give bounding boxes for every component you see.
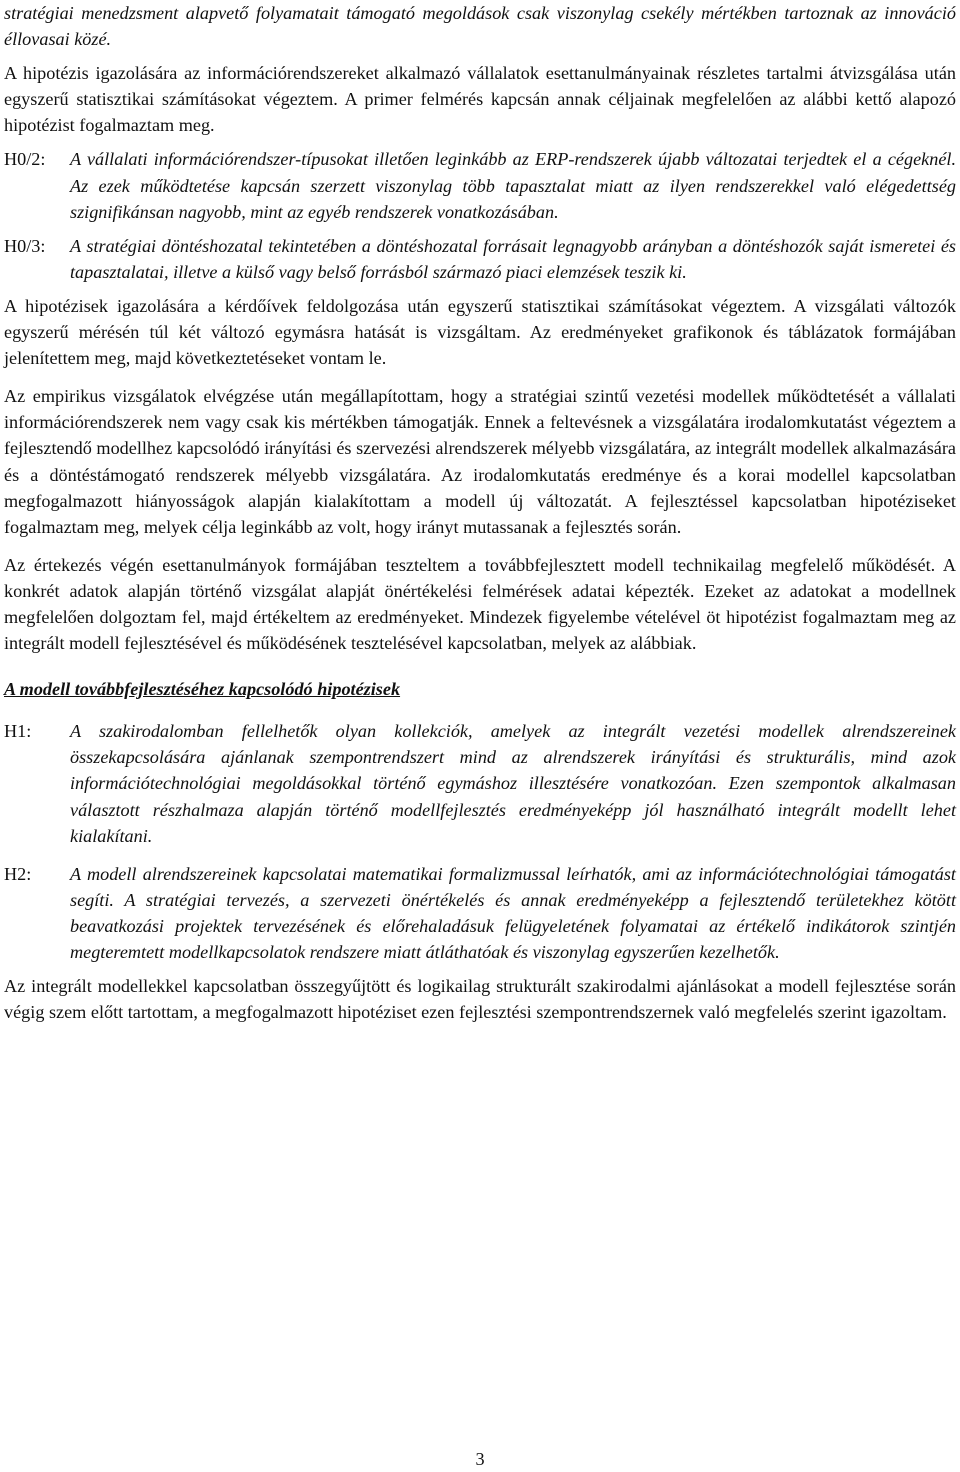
hypothesis-h1-text: A szakirodalomban fellelhetők olyan kollekciók, amelyek az integrált vezetési modellek alrendszereinek összekapcsolására ajánlanak szempontrendszert mind az alrendszerek irányítási és strukturális, mind azok információtechnológiai megoldásokkal történő egymáshoz illesztésére vonatkozóan. Ezen szempontok alkalmasan választott részhalmaza alapján történő modellfejlesztés eredményeképp jól használható integrált modellt lehet kialakítani.: [70, 721, 956, 846]
hypothesis-h2-text: A modell alrendszereinek kapcsolatai matematikai formalizmussal leírhatók, ami az információtechnológiai támogatást segíti. A stratégiai tervezés, a szervezeti önértékelés és annak eredményeképp a fejlesztendő területekhez kötött beavatkozási projektek tervezésének és előrehaladásuk felügyeletének folyamatai az értékelő indikátorok szintjén megteremtett modellkapcsolatok rendszere miatt átláthatóak és viszonylag egyszerűen kezelhetők.: [70, 863, 956, 962]
hypothesis-h02-text: [70, 146, 956, 224]
document-page: [4, 0, 956, 1025]
paragraph-questionnaire: A hipotézisek igazolására a kérdőívek feldolgozása után egyszerű statisztikai számításokat végeztem. A vizsgálati változók egyszerű mérésén túl két változó egymásra hatását is vizsgáltam. Az eredményeket grafikonok és táblázatok formájában jelenítettem meg, majd következtetéseket vontam le.: [4, 295, 956, 369]
hypothesis-h02-part1: A vállalati információrendszer-típusokat illetően leginkább az ERP-rendszerek újabb változatai terjedtek el a cégeknél.: [70, 149, 956, 170]
hypothesis-h2-label: H2:: [4, 863, 32, 884]
hypothesis-h1: [4, 718, 956, 848]
page-number: 3: [475, 1449, 485, 1469]
hypothesis-h03: [4, 233, 956, 285]
hypothesis-h1-label: H1:: [4, 721, 32, 742]
hypothesis-h02: [4, 146, 956, 224]
paragraph-empirical: Az empirikus vizsgálatok elvégzése után megállapítottam, hogy a stratégiai szintű vezetési modellek működtetését a vállalati információrendszerek nem vagy csak kis mértékben támogatják. Ennek a feltevésnek a vizsgálatára irodalomkutatást végeztem a fejlesztendő modellhez kapcsolódó irányítási és szervezési alrendszerek mélyebb vizsgálatára, az integrált modellek alkalmazására és a döntéstámogató rendszerek mélyebb vizsgálatára. Az irodalomkutatás eredménye és a korai modellel kapcsolatban megfogalmazott hiányosságok alapján kialakítottam a modell új változatát. A fejlesztéssel kapcsolatban hipotéziseket fogalmaztam meg, melyek célja leginkább az volt, hogy irányt mutassanak a fejlesztés során.: [4, 386, 956, 537]
hypothesis-h02-part2: Az ezek működtetése kapcsán szerzett viszonylag több tapasztalat miatt az ilyen rendszerekkel való elégedettség szignifikánsan nagyobb, mint az egyéb rendszerek vonatkozásában.: [70, 175, 956, 222]
paragraph-continuation: stratégiai menedzsment alapvető folyamatait támogató megoldások csak viszonylag csekély mértékben tartoznak az innováció éllovasai közé.: [4, 3, 956, 50]
hypothesis-h03-label: H0/3:: [4, 235, 46, 256]
hypothesis-h02-label: H0/2:: [4, 149, 46, 170]
paragraph-hypothesis-method: [4, 60, 956, 138]
paragraph-hypothesis-method-b: A primer felmérés kapcsán annak céljainak megfelelően az alábbi kettő alapozó hipotézist fogalmaztam meg.: [4, 89, 956, 136]
paragraph-case-studies: Az értekezés végén esettanulmányok formájában teszteltem a továbbfejlesztett modell technikailag megfelelő működését. A konkrét adatok alapján történő vizsgálat alapját önértékelési felmérések adatai képezték. Ezeket az adatokat a modellnek megfelelően dolgoztam fel, majd értékeltem az eredményeket. Mindezek figyelembe vételével öt hipotézist fogalmaztam meg az integrált modell fejlesztésével és működésének tesztelésével kapcsolatban, melyek az alábbiak.: [4, 554, 956, 654]
hypothesis-h03-text: A stratégiai döntéshozatal tekintetében a döntéshozatal forrásait legnagyobb arányban a döntéshozók saját ismeretei és tapasztalatai, illetve a külső vagy belső forrásból származó piaci elemzések teszik ki.: [70, 235, 956, 282]
paragraph-hypothesis-method-a: A hipotézis igazolására az információrendszereket alkalmazó vállalatok esettanulmányainak részletes tartalmi átvizsgálása után egyszerű statisztikai számításokat végeztem.: [4, 63, 956, 110]
paragraph-conclusion: Az integrált modellekkel kapcsolatban összegyűjtött és logikailag strukturált szakirodalmi ajánlásokat a modell fejlesztése során végig szem előtt tartottam, a megfogalmazott hipotéziset ezen fejlesztési szempontrendszernek való megfelelés szerint igazoltam.: [4, 976, 956, 1023]
section-heading: A modell továbbfejlesztéséhez kapcsolódó hipotézisek: [4, 679, 401, 700]
hypothesis-h2: [4, 861, 956, 965]
